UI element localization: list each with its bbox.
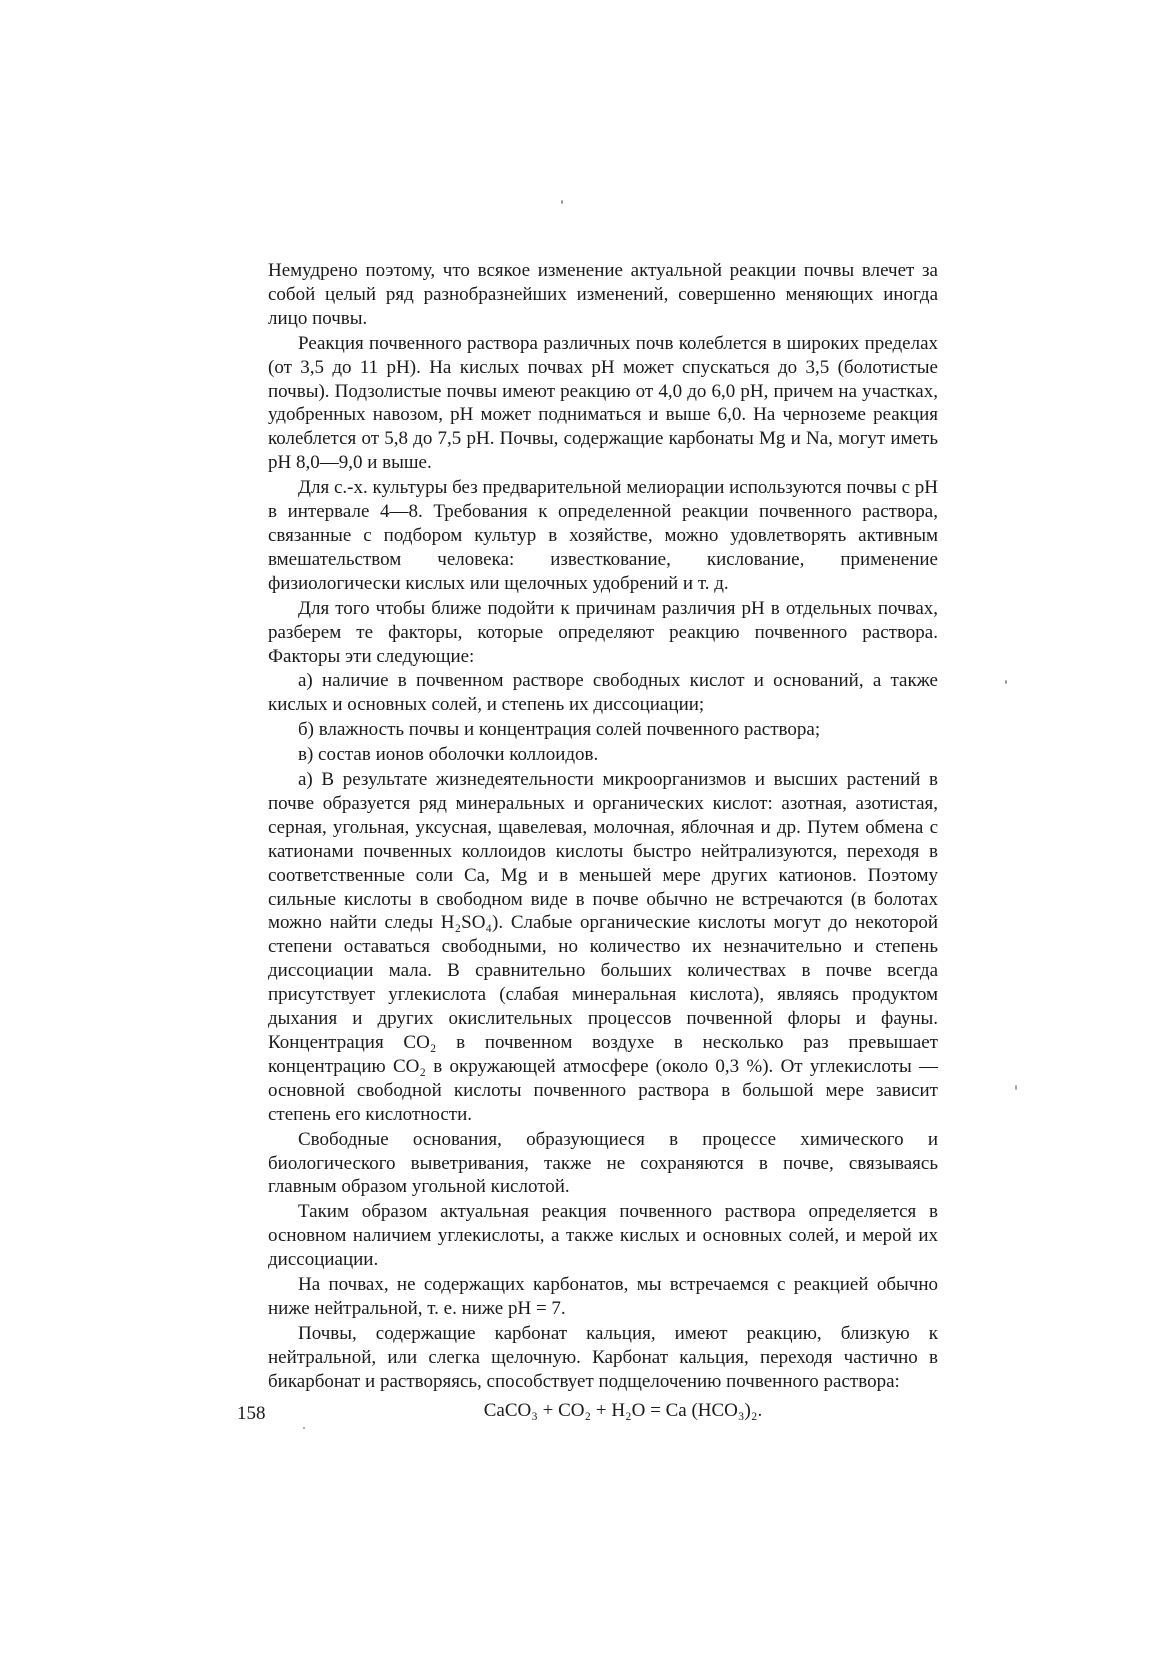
- paragraph-acids: а) В результате жизнедеятельности микроорганизмов и высших растений в почве образуется ряд минеральных и органических кислот: азотная, азотистая, серная, угольная, уксусная, щавелевая, молочная, яблочная и др. Путем обмена с катионами почвенных коллоидов кислоты быстро нейтрализуются, переходя в соответственные соли Ca, Mg и в меньшей мере других катионов. Поэтому сильные кислоты в свободном виде в почве обычно не встречаются (в болотах можно найти следы H₂SO₄). Слабые органические кислоты могут до некоторой степени оставаться свободными, но количество их незначительно и степень диссоциации мала. В сравнительно больших количествах в почве всегда присутствует углекислота (слабая минеральная кислота), являясь продуктом дыхания и других окислительных процессов почвенной флоры и фауны. Концентрация CO₂ в почвенном воздухе в несколько раз превышает концентрацию CO₂ в окружающей атмосфере (около 0,3 %). От углекислоты — основной свободной кислоты почвенного раствора в большой мере зависит степень его кислотности.: [268, 769, 938, 1125]
- paragraph-bases: Свободные основания, образующиеся в процессе химического и биологического выветривания, также не сохраняются в почве, связываясь главным образом угольной кислотой.: [268, 1128, 938, 1198]
- paragraph-non-carbonate: На почвах, не содержащих карбонатов, мы встречаемся с реакцией обычно ниже нейтральной, т. е. ниже pH = 7.: [268, 1274, 938, 1319]
- chemical-equation: CaCO₃ + CO₂ + H₂O = Ca (HCO₃)₂.: [483, 1399, 763, 1421]
- paragraph-intro: Немудрено поэтому, что всякое изменение актуальной реакции почвы влечет за собой целый ряд разнобразнейших изменений, совершенно меняющих иногда лицо почвы.: [268, 260, 938, 329]
- paper-speck: [1015, 1085, 1017, 1090]
- paragraph-ph-range: Реакция почвенного раствора различных почв колеблется в широких пределах (от 3,5 до 11 pH). На кислых почвах pH может спускаться до 3,5 (болотистые почвы). Подзолистые почвы имеют реакцию от 4,0 до 6,0 pH, причем на участках, удобренных навозом, pH может подниматься и выше 6,0. На черноземе реакция колеблется от 5,8 до 7,5 pH. Почвы, содержащие карбонаты Mg и Na, могут иметь pH 8,0—9,0 и выше.: [268, 332, 938, 474]
- paragraph-carbonate: Почвы, содержащие карбонат кальция, имеют реакцию, близкую к нейтральной, или слегка щелочную. Карбонат кальция, переходя частично в бикарбонат и растворяясь, способствует подщелочению почвенного раствора:: [268, 1322, 938, 1392]
- page-number: 158: [237, 1403, 266, 1424]
- list-item-a: а) наличие в почвенном растворе свободных кислот и оснований, а также кислых и основных солей, и степень их диссоциации;: [268, 670, 938, 716]
- paper-speck: [561, 200, 563, 204]
- paper-speck: [303, 1427, 305, 1429]
- list-item-b: б) влажность почвы и концентрация солей почвенного раствора;: [298, 719, 821, 741]
- body-text: [268, 259, 938, 1424]
- paragraph-conclusion: Таким образом актуальная реакция почвенного раствора определяется в основном наличием углекислоты, а также кислых и основных солей, и мерой их диссоциации.: [268, 1201, 938, 1271]
- list-item-c: в) состав ионов оболочки коллоидов.: [298, 744, 599, 766]
- paragraph-agriculture: Для с.-х. культуры без предварительной мелиорации используются почвы с pH в интервале 4—8. Требования к определенной реакции почвенного раствора, связанные с подбором культур в хозяйстве, можно удовлетворять активным вмешательством человека: известкование, кислование, применение физиологически кислых или щелочных удобрений и т. д.: [268, 477, 938, 594]
- paper-speck: [1005, 680, 1007, 684]
- paragraph-factors-intro: Для того чтобы ближе подойти к причинам различия pH в отдельных почвах, разберем те факторы, которые определяют реакцию почвенного раствора. Факторы эти следующие:: [268, 597, 938, 667]
